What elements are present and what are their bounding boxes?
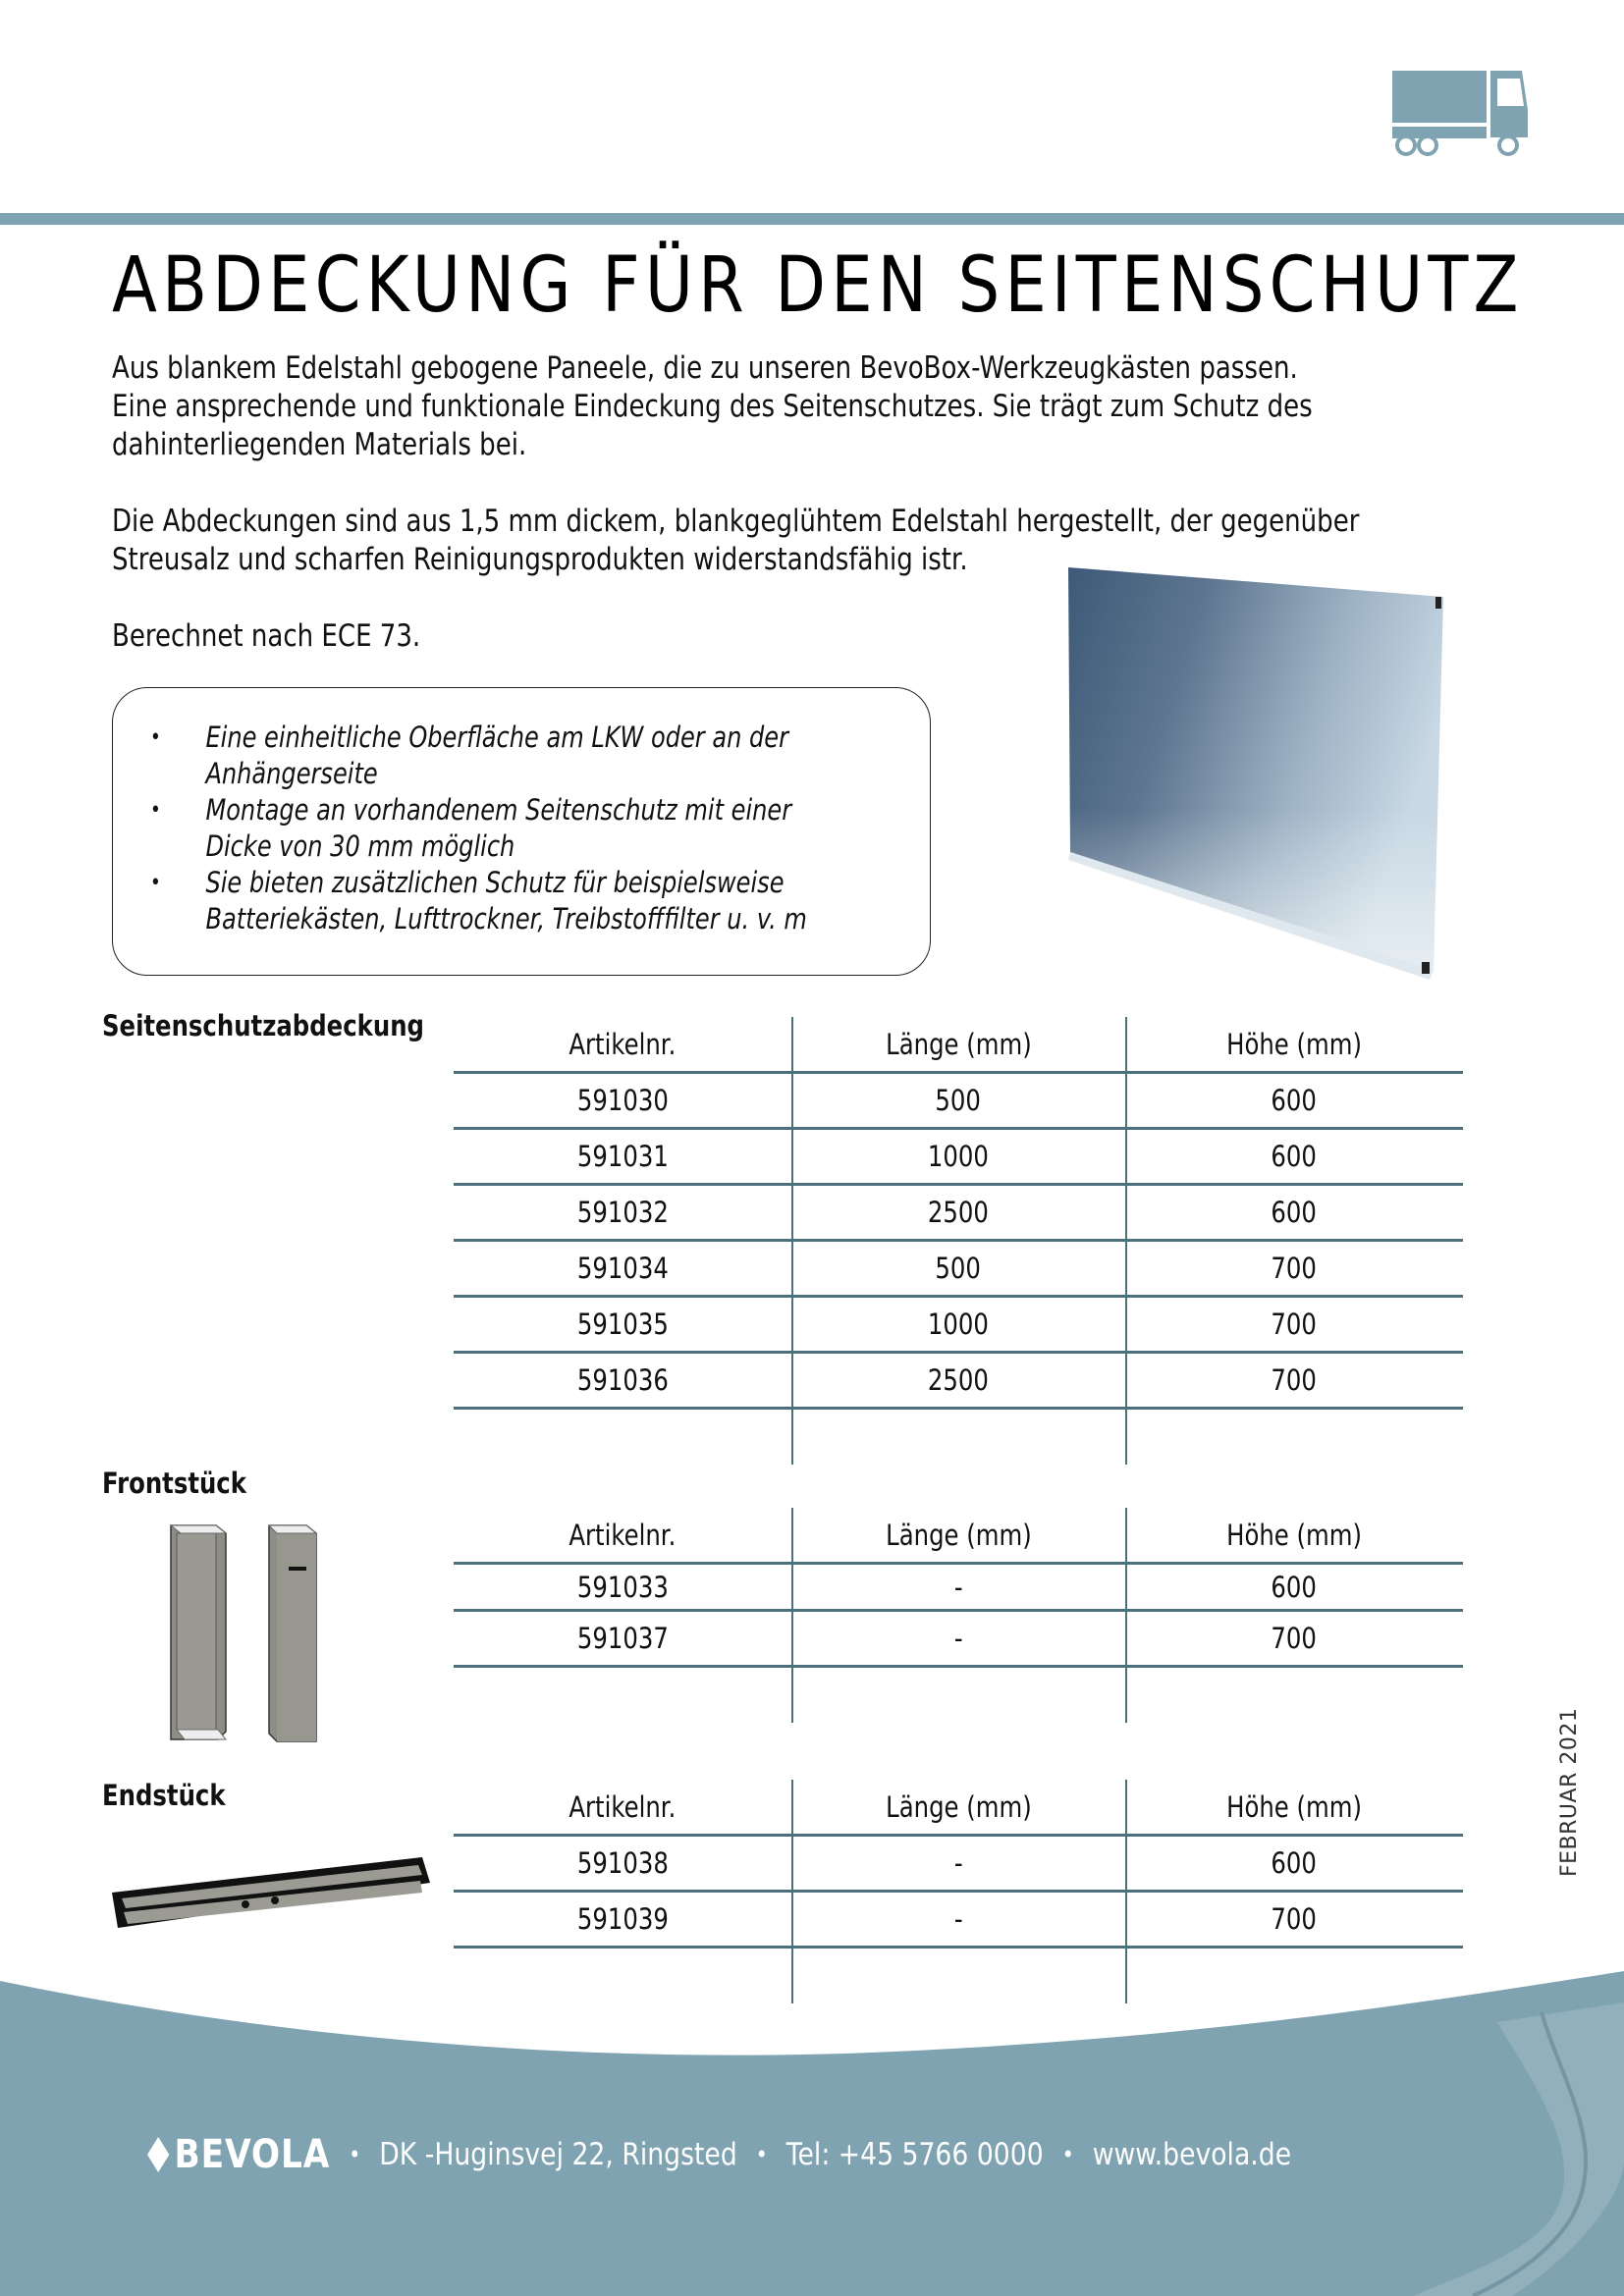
section-label-frontstueck: Frontstück xyxy=(102,1467,246,1500)
column-header-artikelnr: Artikelnr. xyxy=(568,1518,677,1552)
separator: • xyxy=(1061,2141,1074,2168)
table-row xyxy=(454,1893,1463,1949)
table-header-row xyxy=(454,1780,1463,1837)
cell-hoehe: 600 xyxy=(1271,1084,1318,1117)
cell-hoehe: 600 xyxy=(1271,1846,1318,1880)
column-header-artikelnr: Artikelnr. xyxy=(568,1027,677,1061)
publication-date: FEBRUAR 2021 xyxy=(1557,1707,1582,1877)
cell-artikelnr: 591030 xyxy=(576,1084,669,1117)
footer-website-link[interactable]: www.bevola.de xyxy=(1092,2137,1292,2172)
truck-icon xyxy=(1386,67,1530,157)
bevola-logo xyxy=(147,2132,330,2177)
feature-line: Anhängerseite xyxy=(205,757,378,790)
separator: • xyxy=(349,2141,361,2168)
table-row xyxy=(454,1298,1463,1354)
cell-laenge: - xyxy=(953,1846,963,1880)
section-label-seitenschutzabdeckung: Seitenschutzabdeckung xyxy=(102,1009,424,1042)
column-header-hoehe: Höhe (mm) xyxy=(1226,1027,1362,1061)
table-row xyxy=(454,1186,1463,1242)
column-header-laenge: Länge (mm) xyxy=(885,1789,1032,1824)
cell-hoehe: 700 xyxy=(1271,1363,1318,1397)
cell-laenge: 500 xyxy=(935,1084,982,1117)
cell-hoehe: 700 xyxy=(1271,1902,1318,1936)
page-title: ABDECKUNG FÜR DEN SEITENSCHUTZ xyxy=(112,241,1524,330)
feature-line: Eine einheitliche Oberfläche am LKW oder an der xyxy=(205,721,788,754)
footer-phone: Tel: +45 5766 0000 xyxy=(785,2137,1044,2172)
diamond-icon xyxy=(147,2137,169,2172)
column-header-laenge: Länge (mm) xyxy=(885,1518,1032,1552)
cell-hoehe: 700 xyxy=(1271,1622,1318,1655)
footer-background xyxy=(0,1944,1624,2296)
table-row xyxy=(454,1130,1463,1186)
table-row xyxy=(454,1242,1463,1298)
cell-hoehe: 700 xyxy=(1271,1308,1318,1341)
column-header-hoehe: Höhe (mm) xyxy=(1226,1789,1362,1824)
brand-name: BEVOLA xyxy=(174,2132,331,2177)
intro-paragraph-3: Berechnet nach ECE 73. xyxy=(112,618,421,654)
end-piece-image xyxy=(108,1853,437,1937)
text-line: Aus blankem Edelstahl gebogene Paneele, die zu unseren BevoBox-Werkzeugkästen passen. xyxy=(112,350,1298,386)
front-piece-image xyxy=(163,1512,391,1747)
table-header-row xyxy=(454,1508,1463,1565)
cell-artikelnr: 591032 xyxy=(576,1196,669,1229)
feature-line: Dicke von 30 mm möglich xyxy=(205,829,515,863)
table-row xyxy=(454,1612,1463,1668)
cell-artikelnr: 591033 xyxy=(576,1570,669,1604)
steel-panel-image xyxy=(1043,558,1445,989)
text-line: dahinterliegenden Materials bei. xyxy=(112,427,527,462)
cell-artikelnr: 591034 xyxy=(576,1252,669,1285)
table-empty-tail xyxy=(454,1410,1463,1465)
column-header-artikelnr: Artikelnr. xyxy=(568,1789,677,1824)
cell-laenge: 500 xyxy=(935,1252,982,1285)
feature-item xyxy=(150,865,807,937)
cell-laenge: 1000 xyxy=(927,1140,990,1173)
table-row xyxy=(454,1354,1463,1410)
table-row xyxy=(454,1837,1463,1893)
cell-laenge: - xyxy=(953,1902,963,1936)
cell-artikelnr: 591031 xyxy=(576,1140,669,1173)
feature-box xyxy=(112,687,931,976)
footer-contact xyxy=(147,2132,1291,2177)
cell-artikelnr: 591036 xyxy=(576,1363,669,1397)
table-empty-tail xyxy=(454,1668,1463,1723)
cell-hoehe: 600 xyxy=(1271,1140,1318,1173)
column-header-laenge: Länge (mm) xyxy=(885,1027,1032,1061)
cell-artikelnr: 591038 xyxy=(576,1846,669,1880)
text-line: Die Abdeckungen sind aus 1,5 mm dickem, blankgeglühtem Edelstahl hergestellt, der gegenüber xyxy=(112,504,1360,539)
table-row xyxy=(454,1074,1463,1130)
text-line: Eine ansprechende und funktionale Eindeckung des Seitenschutzes. Sie trägt zum Schutz des xyxy=(112,389,1313,424)
footer-address: DK -Huginsvej 22, Ringsted xyxy=(379,2137,737,2172)
cell-laenge: - xyxy=(953,1622,963,1655)
feature-line: Batteriekästen, Lufttrockner, Treibstofffilter u. v. m xyxy=(205,902,807,935)
feature-line: Sie bieten zusätzlichen Schutz für beispielsweise xyxy=(205,866,785,899)
feature-item xyxy=(150,720,807,792)
cell-laenge: 1000 xyxy=(927,1308,990,1341)
cell-hoehe: 600 xyxy=(1271,1570,1318,1604)
separator: • xyxy=(755,2141,768,2168)
table-header-row xyxy=(454,1017,1463,1074)
table-frontstueck xyxy=(454,1508,1463,1723)
feature-list xyxy=(150,720,807,937)
section-label-endstueck: Endstück xyxy=(102,1779,226,1812)
text-line: Streusalz und scharfen Reinigungsprodukten widerstandsfähig istr. xyxy=(112,542,968,577)
column-header-hoehe: Höhe (mm) xyxy=(1226,1518,1362,1552)
cell-laenge: 2500 xyxy=(927,1196,990,1229)
intro-paragraph-1 xyxy=(112,349,1313,464)
table-row xyxy=(454,1565,1463,1612)
header-rule xyxy=(0,213,1624,225)
feature-item xyxy=(150,792,807,865)
cell-hoehe: 700 xyxy=(1271,1252,1318,1285)
cell-artikelnr: 591039 xyxy=(576,1902,669,1936)
cell-artikelnr: 591037 xyxy=(576,1622,669,1655)
cell-hoehe: 600 xyxy=(1271,1196,1318,1229)
table-seitenschutzabdeckung xyxy=(454,1017,1463,1465)
cell-laenge: - xyxy=(953,1570,963,1604)
feature-line: Montage an vorhandenem Seitenschutz mit einer xyxy=(205,793,792,827)
cell-laenge: 2500 xyxy=(927,1363,990,1397)
cell-artikelnr: 591035 xyxy=(576,1308,669,1341)
